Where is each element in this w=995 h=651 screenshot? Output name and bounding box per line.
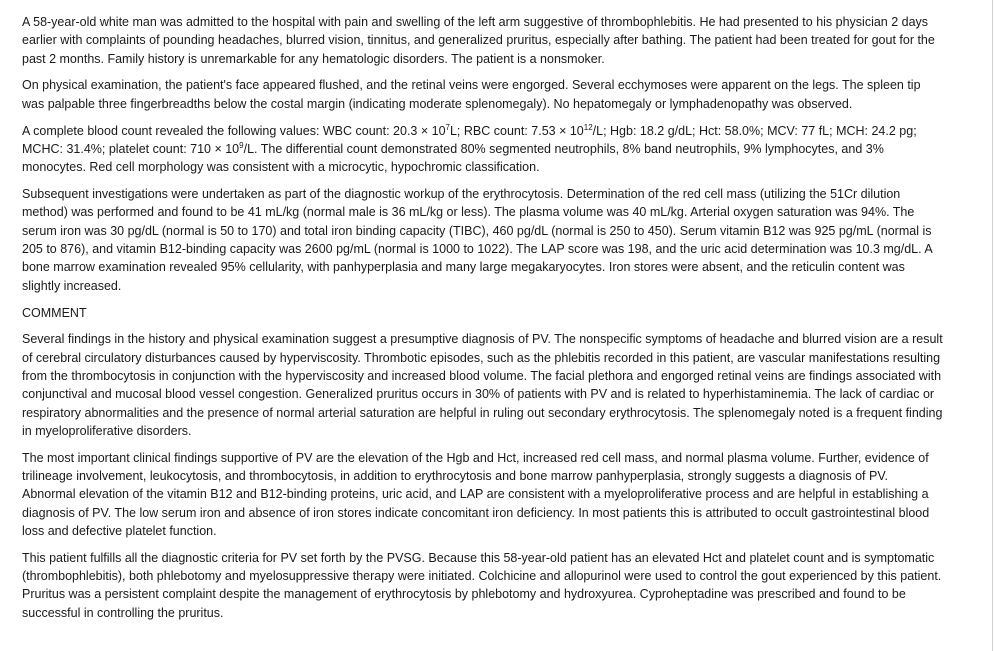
blood-count-paragraph xyxy=(22,122,944,177)
document-body xyxy=(22,13,944,631)
wbc-exponent: 7 xyxy=(445,122,450,132)
comment-clinical-paragraph: The most important clinical findings supportive of PV are the elevation of the Hgb and Hct, increased red cell mass, and normal plasma volume. Further, evidence of trilineage involvement, leukocytosis, and thrombocytosis, in addition to erythrocytosis and bone marrow panhyperplasia, strongly suggests a diagnosis of PV. Abnormal elevation of the vitamin B12 and B12-binding proteins, uric acid, and LAP are consistent with a myeloproliferative process and are helpful in establishing a diagnosis of PV. The low serum iron and absence of iron stores indicate concomitant iron deficiency. In most patients this is attributed to occult gastrointestinal blood loss and defective platelet function. xyxy=(22,450,930,538)
case-history-paragraph: A 58-year-old white man was admitted to the hospital with pain and swelling of the left arm suggestive of thrombophlebitis. He had presented to his physician 2 days earlier with complaints of pounding headaches, blurred vision, tinnitus, and generalized pruritus, especially after bathing. The patient had been treated for gout for the past 2 months. Family history is unremarkable for any hematologic disorders. The patient is a nonsmoker. xyxy=(22,15,935,66)
platelet-exponent: 9 xyxy=(239,140,244,150)
blood-count-text-c: /L; Hgb: 18.2 g/dL; Hct: 58.0%; MCV: 77 fL; MCH: 24.2 pg; MCHC: 31.4%; platelet count: 710 × 10 xyxy=(22,123,917,156)
rbc-exponent: 12 xyxy=(583,122,593,132)
investigations-paragraph: Subsequent investigations were undertaken as part of the diagnostic workup of the erythrocytosis. Determination of the red cell mass (utilizing the 51Cr dilution method) was performed and found to be 41 mL/kg (normal male is 36 mL/kg or less). The plasma volume was 40 mL/kg. Arterial oxygen saturation was 94%. The serum iron was 30 pg/dL (normal is 50 to 170) and total iron binding capacity (TIBC), 460 pg/dL (normal is 250 to 450). Serum vitamin B12 was 925 pg/mL (normal is 205 to 876), and vitamin B12-binding capacity was 2600 pg/mL (normal is 1000 to 1022). The LAP score was 198, and the uric acid determination was 10.3 mg/dL. A bone marrow examination revealed 95% cellularity, with panhyperplasia and many large megakaryocytes. Iron stores were absent, and the reticulin content was slightly increased. xyxy=(22,187,933,293)
blood-count-text-a: A complete blood count revealed the following values: WBC count: 20.3 × 10 xyxy=(22,123,446,138)
comment-heading: COMMENT xyxy=(22,305,87,320)
physical-exam-paragraph: On physical examination, the patient's face appeared flushed, and the retinal veins were engorged. Several ecchymoses were apparent on the legs. The spleen tip was palpable three fingerbreadths below the costal margin (indicating moderate splenomegaly). No hepatomegaly or lymphadenopathy was observed. xyxy=(22,78,921,111)
comment-findings-paragraph: Several findings in the history and physical examination suggest a presumptive diagnosis of PV. The nonspecific symptoms of headache and blurred vision are a result of cerebral circulatory disturbances caused by hyperviscosity. Thrombotic episodes, such as the phlebitis recorded in this patient, are vascular manifestations resulting from the thrombocytosis in conjunction with the hyperviscosity and increased blood volume. The facial plethora and engorged retinal veins are findings associated with conjunctival and mucosal blood vessel congestion. Generalized pruritus occurs in 30% of patients with PV and is related to hyperhistaminemia. The lack of cardiac or respiratory abnormalities and the presence of normal arterial saturation are helpful in ruling out secondary erythrocytosis. The splenomegaly noted is a frequent finding in myeloproliferative disorders. xyxy=(22,332,943,438)
comment-treatment-paragraph: This patient fulfills all the diagnostic criteria for PV set forth by the PVSG. Because this 58-year-old patient has an elevated Hct and platelet count and is symptomatic (thrombophlebitis), both phlebotomy and myelosuppressive therapy were initiated. Colchicine and allopurinol were used to control the gout experienced by this patient. Pruritus was a persistent complaint despite the management of erythrocytosis by phlebotomy and hydroxyurea. Cyproheptadine was prescribed and found to be successful in controlling the pruritus. xyxy=(22,550,942,620)
blood-count-text-b: L; RBC count: 7.53 × 10 xyxy=(449,123,584,138)
blood-count-text-d: /L. The differential count demonstrated 80% segmented neutrophils, 8% band neutrophils, 9% lymphocytes, and 3% monocytes. Red cell morphology was consistent with a microcytic, hypochromic classification. xyxy=(22,141,884,175)
